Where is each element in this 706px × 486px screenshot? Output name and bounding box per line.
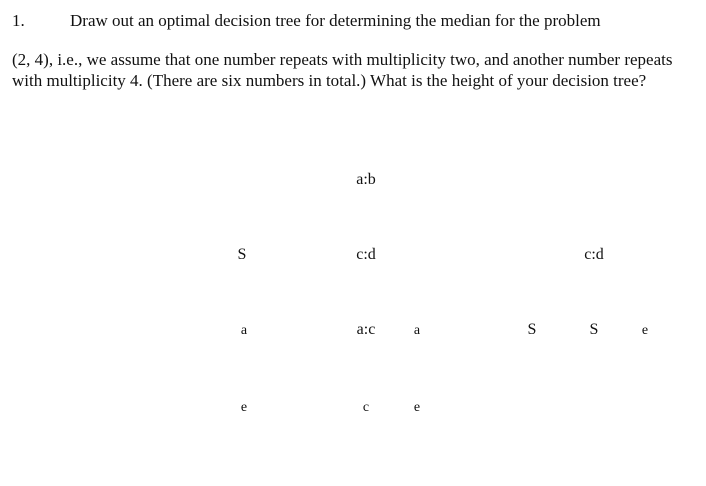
tree-level3-node-2: c (362, 400, 370, 415)
tree-level2-node-1: a (240, 323, 248, 338)
tree-level1-middle-node: c:d (356, 246, 376, 263)
problem-number: 1. (12, 11, 25, 30)
tree-level1-right-node: c:d (584, 246, 604, 263)
tree-level1-left-node: S (237, 246, 247, 263)
tree-level2-node-3: a (413, 323, 421, 338)
problem-body: (2, 4), i.e., we assume that one number repeats with multiplicity two, and another number repeats with multiplicity 4. (There are six numbers in total.) What is the height of your decision tree? (12, 50, 673, 90)
tree-level2-node-4: S (527, 321, 537, 338)
tree-level2-node-2: a:c (356, 321, 376, 338)
tree-root-node: a:b (356, 171, 376, 188)
problem-header-text: Draw out an optimal decision tree for determining the median for the problem (70, 11, 601, 30)
tree-level2-node-6: e (641, 323, 649, 338)
tree-level3-node-1: e (240, 400, 248, 415)
tree-level3-node-3: e (413, 400, 421, 415)
tree-level2-node-5: S (589, 321, 599, 338)
problem-header (12, 10, 601, 32)
